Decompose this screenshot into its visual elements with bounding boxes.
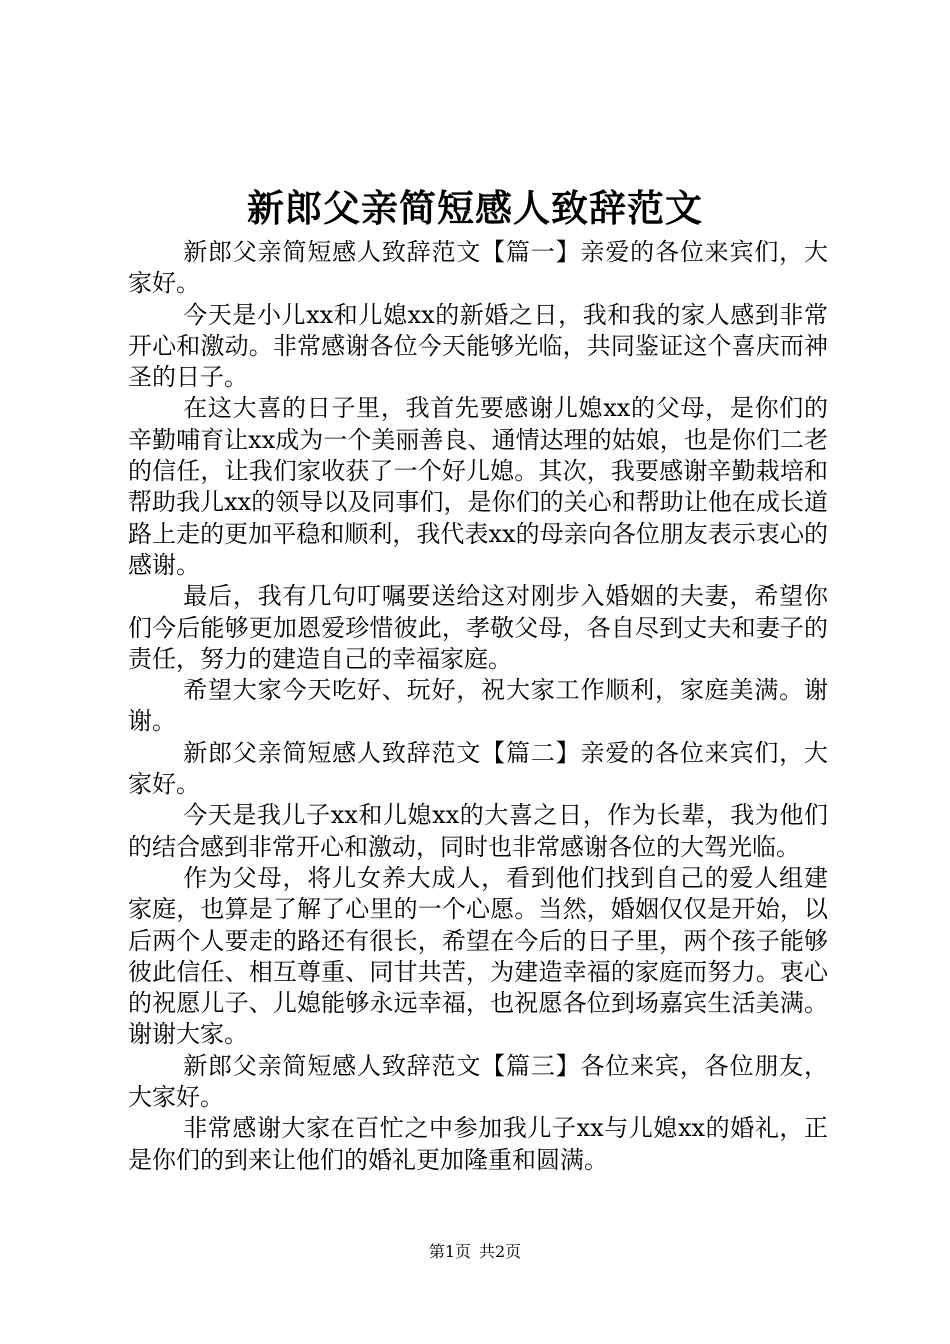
paragraph: 希望大家今天吃好、玩好，祝大家工作顺利，家庭美满。谢谢。 [128,676,828,736]
paragraph: 新郎父亲简短感人致辞范文【篇一】亲爱的各位来宾们，大家好。 [128,238,828,298]
paragraph: 今天是小儿xx和儿媳xx的新婚之日，我和我的家人感到非常开心和激动。非常感谢各位今天能够光临，共同鉴证这个喜庆而神圣的日子。 [128,300,828,392]
paragraph: 非常感谢大家在百忙之中参加我儿子xx与儿媳xx的婚礼，正是你们的到来让他们的婚礼更加隆重和圆满。 [128,1114,828,1174]
paragraph: 作为父母，将儿女养大成人，看到他们找到自己的爱人组建家庭，也算是了解了心里的一个心愿。当然，婚姻仅仅是开始，以后两个人要走的路还有很长，希望在今后的日子里，两个孩子能够彼此信任、相互尊重、同甘共苦，为建造幸福的家庭而努力。衷心的祝愿儿子、儿媳能够永远幸福，也祝愿各位到场嘉宾生活美满。谢谢大家。 [128,863,828,1049]
paragraph: 最后，我有几句叮嘱要送给这对刚步入婚姻的夫妻，希望你们今后能够更加恩爱珍惜彼此，孝敬父母，各自尽到丈夫和妻子的责任，努力的建造自己的幸福家庭。 [128,582,828,673]
document-title: 新郎父亲简短感人致辞范文 [247,186,703,230]
page-number-current: 第1页 [428,1242,471,1261]
paragraph: 新郎父亲简短感人致辞范文【篇三】各位来宾，各位朋友，大家好。 [128,1051,828,1112]
paragraph: 新郎父亲简短感人致辞范文【篇二】亲爱的各位来宾们，大家好。 [128,738,828,799]
page-number-total: 共2页 [479,1242,522,1261]
page-footer [0,1240,950,1264]
document-body [128,237,828,1176]
paragraph: 今天是我儿子xx和儿媳xx的大喜之日，作为长辈，我为他们的结合感到非常开心和激动，同时也非常感谢各位的大驾光临。 [128,801,828,861]
paragraph: 在这大喜的日子里，我首先要感谢儿媳xx的父母，是你们的辛勤哺育让xx成为一个美丽善良、通情达理的姑娘，也是你们二老的信任，让我们家收获了一个好儿媳。其次，我要感谢辛勤栽培和帮助我儿xx的领导以及同事们，是你们的关心和帮助让他在成长道路上走的更加平稳和顺利，我代表xx的母亲向各位朋友表示衷心的感谢。 [128,394,828,579]
